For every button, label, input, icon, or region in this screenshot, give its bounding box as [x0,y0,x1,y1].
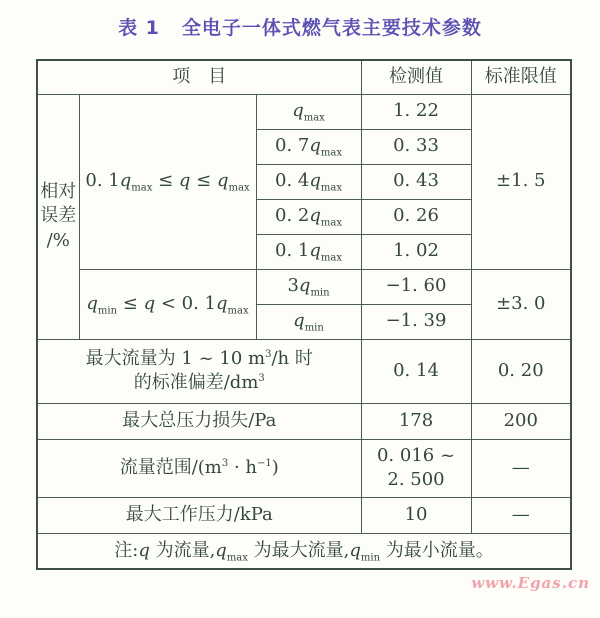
value-flow-range: 0. 016 ~ 2. 500 [361,439,471,497]
limit-pressure-loss: 200 [471,403,571,439]
table-caption: 全电子一体式燃气表主要技术参数 [181,17,482,39]
value-02qmax: 0. 26 [361,199,471,234]
value-standard-deviation: 0. 14 [361,339,471,403]
item-working-pressure: 最大工作压力/kPa [37,497,361,533]
condition-group2: $q_{min} \le q < 0$. $1q_{max}$ [79,269,256,339]
error-row-3qmin [37,269,571,304]
item-flow-range: 流量范围$/(m^3 \cdot h^{-1})$ [37,439,361,497]
table-title [0,13,600,40]
row-label-relative-error: 相对 误差 /% [37,94,79,339]
point-qmax: $q_{max}$ [256,94,361,129]
condition-group1: 0. $1q_{max} \le q \le q_{max}$ [79,94,256,269]
table-number: 表 1 [118,17,160,39]
point-3qmin: $3q_{min}$ [256,269,361,304]
limit-group2: ±3. 0 [471,269,571,339]
value-qmin: −1. 39 [361,304,471,339]
error-row-qmax [37,94,571,129]
limit-group1: ±1. 5 [471,94,571,269]
item-pressure-loss: 最大总压力损失/Pa [37,403,361,439]
point-02qmax: 0. $2q_{max}$ [256,199,361,234]
point-07qmax: 0. $7q_{max}$ [256,129,361,164]
row-standard-deviation [37,339,571,403]
header-item: 项 目 [37,60,361,94]
value-pressure-loss: 178 [361,403,471,439]
parameters-table [36,59,572,570]
watermark: www.Egas.cn [471,574,590,592]
limit-working-pressure: — [471,497,571,533]
header-standard-limit: 标准限值 [471,60,571,94]
value-01qmax: 1. 02 [361,234,471,269]
point-01qmax: 0. $1q_{max}$ [256,234,361,269]
item-standard-deviation: 最大流量为 1 ~ 10 $m^3/h$ 时 的标准偏差$/dm^3$ [37,339,361,403]
limit-standard-deviation: 0. 20 [471,339,571,403]
value-3qmin: −1. 60 [361,269,471,304]
value-04qmax: 0. 43 [361,164,471,199]
value-qmax: 1. 22 [361,94,471,129]
row-flow-range [37,439,571,497]
header-row [37,60,571,94]
value-working-pressure: 10 [361,497,471,533]
row-footnote [37,533,571,569]
value-07qmax: 0. 33 [361,129,471,164]
limit-flow-range: — [471,439,571,497]
point-04qmax: 0. $4q_{max}$ [256,164,361,199]
table-footnote: 注:q 为流量$,q_{max}$ 为最大流量$,q_{min}$ 为最小流量。 [37,533,571,569]
row-pressure-loss [37,403,571,439]
header-measured-value: 检测值 [361,60,471,94]
row-working-pressure [37,497,571,533]
point-qmin: $q_{min}$ [256,304,361,339]
